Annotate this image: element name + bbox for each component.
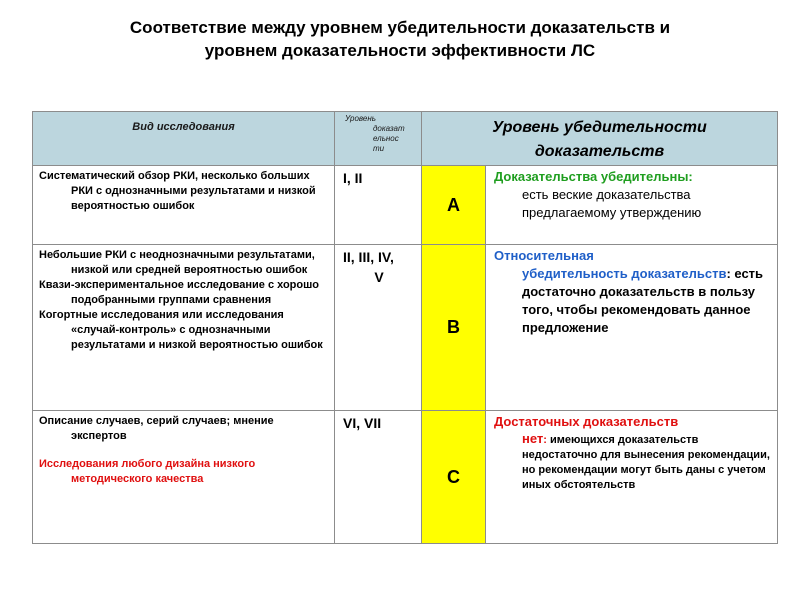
description-red-word: нет xyxy=(522,431,544,446)
evidence-table xyxy=(32,111,778,544)
header-level-line-2: доказат xyxy=(373,124,405,133)
table-row xyxy=(33,245,778,411)
header-strength-line-1: Уровень убедительности xyxy=(492,119,707,136)
header-level-line-1: Уровень xyxy=(345,114,376,123)
grade-cell: C xyxy=(422,411,486,544)
header-level-line-3: ельнос xyxy=(373,134,399,143)
description-cell xyxy=(486,166,778,245)
page-title xyxy=(0,16,800,62)
study-type-cell xyxy=(33,245,335,411)
description-lead: Относительная xyxy=(494,248,594,263)
study-type-entry: Систематический обзор РКИ, несколько больших РКИ с однозначными результатами и низкой вероятностью ошибок xyxy=(39,170,316,212)
grade-cell: B xyxy=(422,245,486,411)
study-type-entry: Когортные исследования или исследования «случай-контроль» с однозначными результатами и низкой вероятностью ошибок xyxy=(39,309,323,351)
header-level-line-4: ти xyxy=(373,144,385,153)
evidence-level-cell: I, II xyxy=(335,166,422,245)
description-colored: убедительность доказательств xyxy=(522,266,727,281)
description-colored-line xyxy=(494,265,771,283)
header-strength xyxy=(422,112,778,166)
evidence-level-line-1: II, III, IV, xyxy=(343,249,394,265)
grade-cell: A xyxy=(422,166,486,245)
description-lead: Достаточных доказательств xyxy=(494,414,679,429)
study-type-entry: Квази-экспериментальное исследование с хорошо подобранными группами сравнения xyxy=(39,279,320,306)
evidence-level-line-2: V xyxy=(374,269,384,285)
evidence-level-cell: VI, VII xyxy=(335,411,422,544)
title-line-2: уровнем доказательности эффективности ЛС xyxy=(204,41,596,60)
description-colon: : есть xyxy=(726,266,764,281)
description-text-line xyxy=(494,431,771,493)
table-header-row xyxy=(33,112,778,166)
study-type-entry-red: Исследования любого дизайна низкого методического качества xyxy=(39,458,256,485)
description-lead: Доказательства убедительны: xyxy=(494,169,693,184)
study-type-entry: Описание случаев, серий случаев; мнение экспертов xyxy=(39,415,274,442)
description-text: достаточно доказательств в пользу того, чтобы рекомендовать данное предложение xyxy=(522,284,755,335)
study-type-cell xyxy=(33,411,335,544)
description-cell xyxy=(486,245,778,411)
table-row xyxy=(33,411,778,544)
evidence-level-cell xyxy=(335,245,422,411)
title-line-1: Соответствие между уровнем убедительности доказательств и xyxy=(129,18,671,37)
header-study-type: Вид исследования xyxy=(33,112,335,166)
description-colon: : xyxy=(543,434,547,446)
study-type-entry: Небольшие РКИ с неоднозначными результатами, низкой или средней вероятностью ошибок xyxy=(39,249,315,276)
header-strength-line-2: доказательств xyxy=(534,143,665,160)
study-type-cell xyxy=(33,166,335,245)
table-row xyxy=(33,166,778,245)
description-text: имеющихся доказательств недостаточно для вынесения рекомендации, но рекомендации могут быть даны с учетом иных обстоятельств xyxy=(522,434,770,491)
description-text: есть веские доказательства предлагаемому утверждению xyxy=(522,187,702,220)
header-evidence-level xyxy=(335,112,422,166)
description-cell xyxy=(486,411,778,544)
